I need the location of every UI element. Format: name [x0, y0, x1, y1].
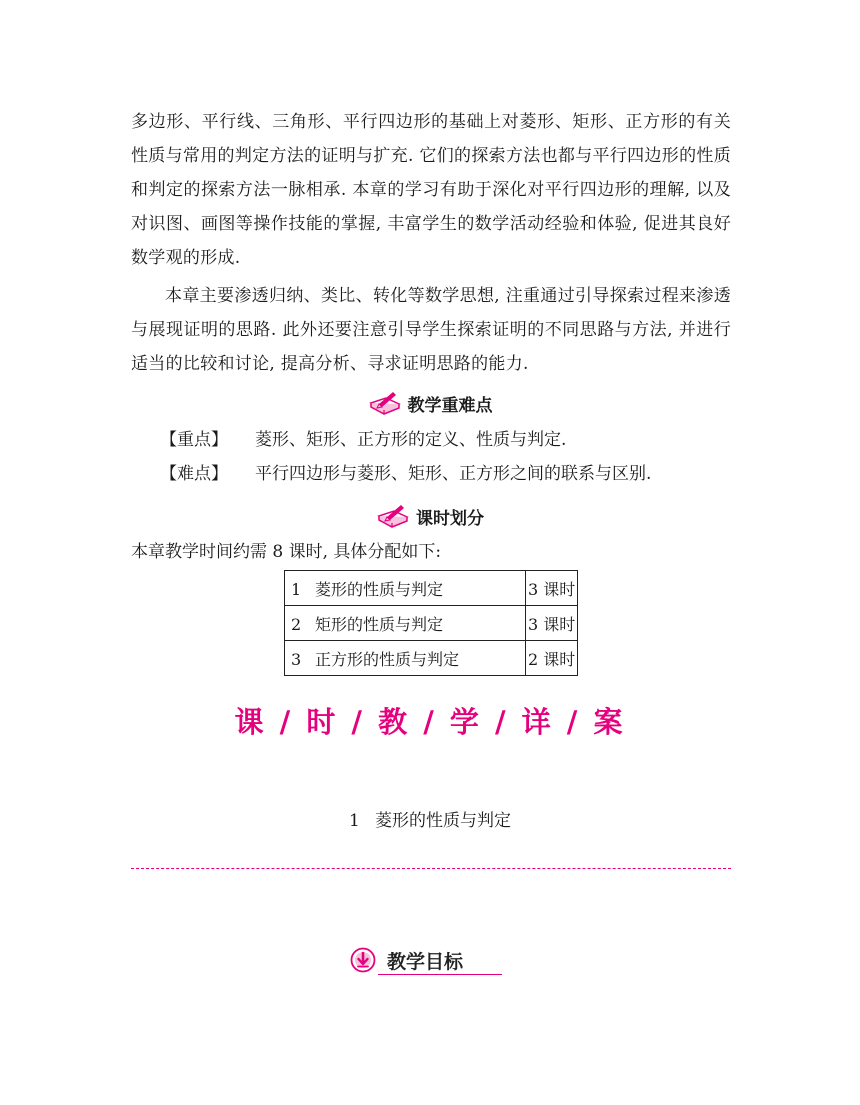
key-point-line: [160, 428, 566, 452]
download-arrow-circle-icon: [350, 947, 376, 973]
lesson-plan-title: 课 / 时 / 教 / 学 / 详 / 案: [234, 705, 626, 739]
schedule-heading: [0, 501, 860, 531]
row-number: 3: [291, 649, 302, 669]
table-cell-hours: 3 课时: [526, 606, 578, 641]
table-cell-hours: 3 课时: [526, 571, 578, 606]
row-topic: 菱形的性质与判定: [315, 579, 444, 599]
table-cell-topic: [285, 606, 526, 641]
row-topic: 正方形的性质与判定: [315, 649, 460, 669]
goals-heading: [350, 945, 502, 977]
row-topic: 矩形的性质与判定: [315, 614, 444, 634]
intro-paragraph-2: 本章主要渗透归纳、类比、转化等数学思想, 注重通过引导探索过程来渗透与展现证明的思路. 此外还要注意引导学生探索证明的不同思路与方法, 并进行适当的比较和讨论, 提高分析、寻求证明思路的能力.: [131, 286, 731, 374]
schedule-heading-text: 课时划分: [416, 508, 484, 529]
lesson-title-text: 菱形的性质与判定: [375, 811, 511, 831]
schedule-table: [284, 570, 578, 676]
key-points-heading-text: 教学重难点: [407, 395, 493, 416]
difficulty-point-text: 平行四边形与菱形、矩形、正方形之间的联系与区别.: [255, 464, 652, 484]
goals-heading-underline: [378, 974, 502, 975]
key-point-text: 菱形、矩形、正方形的定义、性质与判定.: [255, 430, 567, 450]
table-row: [285, 641, 578, 676]
pencil-notebook-icon: [368, 389, 402, 417]
row-number: 2: [291, 614, 302, 634]
goals-heading-text: 教学目标: [387, 951, 464, 973]
table-cell-topic: [285, 641, 526, 676]
key-points-heading: [0, 388, 860, 418]
table-row: [285, 606, 578, 641]
difficulty-point-line: [160, 462, 651, 486]
table-cell-hours: 2 课时: [526, 641, 578, 676]
lesson-number: 1: [349, 811, 360, 831]
key-point-tag: 【重点】: [160, 430, 228, 450]
lesson-heading: [0, 806, 860, 831]
row-number: 1: [291, 579, 302, 599]
table-cell-topic: [285, 571, 526, 606]
difficulty-point-tag: 【难点】: [160, 464, 228, 484]
schedule-intro: 本章教学时间约需 8 课时, 具体分配如下:: [131, 542, 442, 562]
intro-paragraph-1: 多边形、平行线、三角形、平行四边形的基础上对菱形、矩形、正方形的有关性质与常用的判定方法的证明与扩充. 它们的探索方法也都与平行四边形的性质和判定的探索方法一脉相承. 本章的学习有助于深化对平行四边形的理解, 以及对识图、画图等操作技能的掌握, 丰富学生的数学活动经验和体验, 促进其良好数学观的形成.: [131, 112, 731, 268]
dashed-divider: [131, 868, 731, 869]
pencil-notebook-icon: [376, 502, 410, 530]
table-row: [285, 571, 578, 606]
